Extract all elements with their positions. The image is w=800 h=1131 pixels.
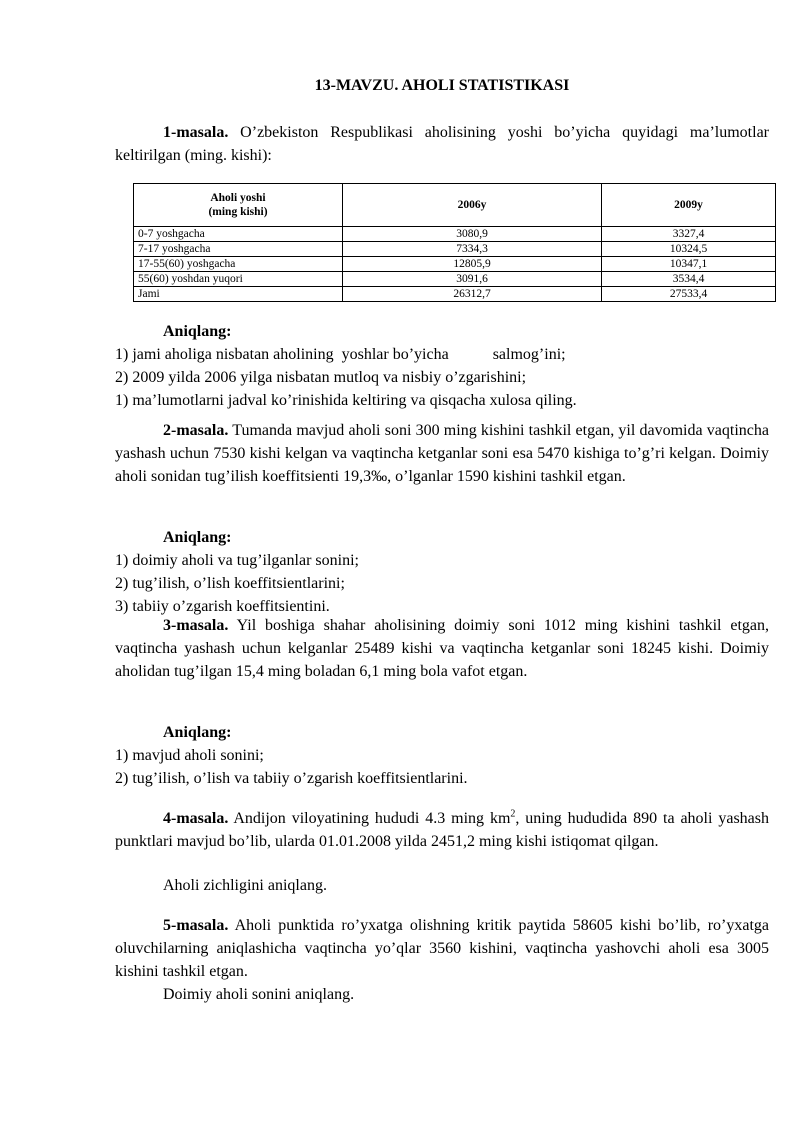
task5-text: Aholi punktida ro’yxatga olishning kritik paytida 58605 kishi bo’lib, ro’yxatga oluvchilarning aniqlashicha vaqtincha yo’qlar 3560 kishini, vaqtincha yashovchi aholi esa 3005 kishini tashkil etgan. <box>115 917 769 980</box>
task1-item: 2) 2009 yilda 2006 yilga nisbatan mutloq va nisbiy o’zgarishini; <box>115 369 527 386</box>
task1-label: 1-masala. <box>163 124 229 141</box>
table-cell: Jami <box>134 287 343 302</box>
task4-text-a: Andijon viloyatining hududi 4.3 ming km <box>228 810 511 827</box>
table-cell: 3091,6 <box>343 272 602 287</box>
table-cell: 7334,3 <box>343 242 602 257</box>
task1-item: 1) jami aholiga nisbatan aholining yoshlar bo’yicha salmog’ini; <box>115 346 566 363</box>
table-cell: 3327,4 <box>602 227 776 242</box>
task1-text: O’zbekiston Respublikasi aholisining yoshi bo’yicha quyidagi ma’lumotlar keltirilgan (ming. kishi): <box>115 124 769 164</box>
task2-label: 2-masala. <box>163 422 229 439</box>
table-cell: 3080,9 <box>343 227 602 242</box>
task3-label: 3-masala. <box>163 617 229 634</box>
table-cell: 10347,1 <box>602 257 776 272</box>
task5-paragraph <box>115 914 769 983</box>
task4-text-b: , uning hududida 890 ta aholi yashash punktlari mavjud bo’lib, ularda 01.01.2008 yilda 2451,2 ming kishi istiqomat qilgan. <box>115 810 770 850</box>
task2-questions <box>115 526 769 618</box>
task5-label: 5-masala. <box>163 917 229 934</box>
task4-label: 4-masala. <box>163 810 229 827</box>
table-row <box>134 287 776 302</box>
task3-questions <box>115 721 769 790</box>
task1-questions <box>115 320 769 412</box>
table-cell: 0-7 yoshgacha <box>134 227 343 242</box>
task2-item: 1) doimiy aholi va tug’ilganlar sonini; <box>115 552 359 569</box>
task2-item: 3) tabiiy o’zgarish koeffitsientini. <box>115 598 330 615</box>
table-row <box>134 227 776 242</box>
table-cell: 3534,4 <box>602 272 776 287</box>
table-row <box>134 272 776 287</box>
task4-paragraph <box>115 807 769 853</box>
task3-item: 2) tug’ilish, o’lish va tabiiy o’zgarish koeffitsientlarini. <box>115 770 468 787</box>
task3-item: 1) mavjud aholi sonini; <box>115 747 264 764</box>
table-cell: 10324,5 <box>602 242 776 257</box>
task2-paragraph <box>115 419 769 488</box>
task3-paragraph <box>115 614 769 683</box>
table-header-age: Aholi yoshi (ming kishi) <box>134 184 343 227</box>
task2-item: 2) tug’ilish, o’lish koeffitsientlarini; <box>115 575 345 592</box>
table-header-row <box>134 184 776 227</box>
task1-item: 1) ma’lumotlarni jadval ko’rinishida keltiring va qisqacha xulosa qiling. <box>115 392 577 409</box>
task2-heading: Aniqlang: <box>163 529 232 546</box>
table-cell: 17-55(60) yoshgacha <box>134 257 343 272</box>
table-header-2009: 2009y <box>602 184 776 227</box>
document-title: 13-MAVZU. AHOLI STATISTIKASI <box>314 77 570 94</box>
table-cell: 26312,7 <box>343 287 602 302</box>
task3-text: Yil boshiga shahar aholisining doimiy soni 1012 ming kishini tashkil etgan, vaqtincha yashash uchun kelganlar 25489 kishi va vaqtincha ketganlar soni 18245 kishi. Doimiy aholidan tug’ilgan 15,4 ming boladan 6,1 ming bola vafot etgan. <box>115 617 769 680</box>
task2-text: Tumanda mavjud aholi soni 300 ming kishini tashkil etgan, yil davomida vaqtincha yashash uchun 7530 kishi kelgan va vaqtincha ketganlar soni esa 5470 kishiga to’g’ri kelgan. Doimiy aholi sonidan tug’ilish koeffitsienti 19,3‰, o’lganlar 1590 kishini tashkil etgan. <box>115 422 769 485</box>
table-header-2006: 2006y <box>343 184 602 227</box>
table-cell: 12805,9 <box>343 257 602 272</box>
task4-superscript: 2 <box>510 808 516 820</box>
task1-paragraph <box>115 121 769 167</box>
table-row <box>134 242 776 257</box>
table-row <box>134 257 776 272</box>
task3-heading: Aniqlang: <box>163 724 232 741</box>
table-cell: 7-17 yoshgacha <box>134 242 343 257</box>
table-cell: 55(60) yoshdan yuqori <box>134 272 343 287</box>
task4-question: Aholi zichligini aniqlang. <box>163 877 327 894</box>
task5-question: Doimiy aholi sonini aniqlang. <box>163 986 355 1003</box>
table-cell: 27533,4 <box>602 287 776 302</box>
age-table <box>133 183 776 302</box>
task1-heading: Aniqlang: <box>163 323 232 340</box>
